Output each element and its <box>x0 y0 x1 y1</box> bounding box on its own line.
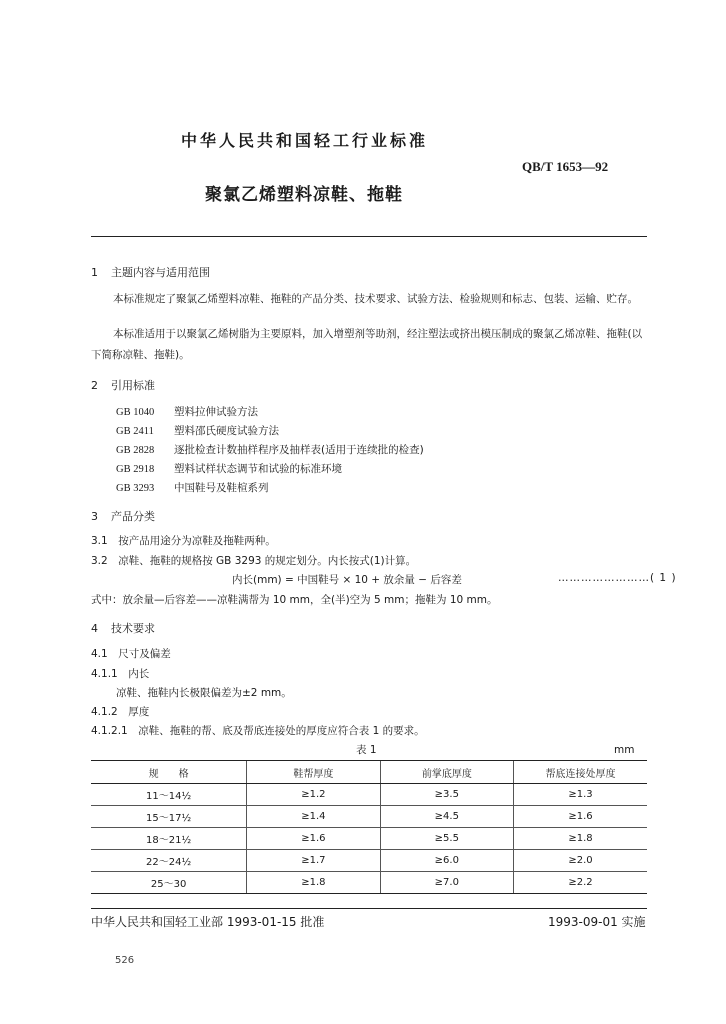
table-row <box>91 850 647 872</box>
section-number: 1 <box>91 266 98 279</box>
clause-3-2: 3.2 凉鞋、拖鞋的规格按 GB 3293 的规定划分。内长按式(1)计算。 <box>91 555 417 567</box>
clause-4-1-2-1: 4.1.2.1 凉鞋、拖鞋的帮、底及帮底连接处的厚度应符合表 1 的要求。 <box>91 725 425 737</box>
reference-item <box>116 442 424 457</box>
table-cell: ≥1.3 <box>514 784 647 806</box>
table-cell: 22～24½ <box>91 850 247 872</box>
table-cell: ≥1.6 <box>247 828 380 850</box>
clause-3-1: 3.1 按产品用途分为凉鞋及拖鞋两种。 <box>91 535 276 547</box>
table-cell: ≥5.5 <box>380 828 513 850</box>
clause-4-1-1: 4.1.1 内长 <box>91 668 150 680</box>
section-number: 2 <box>91 379 98 392</box>
table-cell: ≥1.4 <box>247 806 380 828</box>
table-cell: ≥1.8 <box>514 828 647 850</box>
reference-title: 塑料拉伸试验方法 <box>174 406 258 418</box>
table-cell: ≥6.0 <box>380 850 513 872</box>
section-number: 4 <box>91 622 98 635</box>
formula-explanation: 式中：放余量—后容差——凉鞋满帮为 10 mm，全(半)空为 5 mm；拖鞋为 10 mm。 <box>91 594 498 606</box>
reference-item <box>116 423 279 438</box>
reference-code: GB 2828 <box>116 445 155 456</box>
header-divider <box>91 236 647 237</box>
document-title: 聚氯乙烯塑料凉鞋、拖鞋 <box>205 185 403 205</box>
column-header: 帮底连接处厚度 <box>514 761 647 784</box>
org-title: 中华人民共和国轻工行业标准 <box>181 131 429 150</box>
table-header-row <box>91 761 647 784</box>
standard-code: QB/T 1653—92 <box>522 159 609 174</box>
table-row <box>91 806 647 828</box>
section-4-heading <box>91 620 155 636</box>
reference-code: GB 1040 <box>116 407 155 418</box>
section-title: 产品分类 <box>111 510 155 523</box>
table-cell: 18～21½ <box>91 828 247 850</box>
table-cell: 11～14½ <box>91 784 247 806</box>
reference-title: 塑料邵氏硬度试验方法 <box>174 425 279 437</box>
table-row <box>91 828 647 850</box>
page-number: 526 <box>115 955 135 966</box>
section-1-para-1: 本标准规定了聚氯乙烯塑料凉鞋、拖鞋的产品分类、技术要求、试验方法、检验规则和标志、包装、运输、贮存。 <box>113 293 638 305</box>
table-cell: ≥1.2 <box>247 784 380 806</box>
table-cell: ≥3.5 <box>380 784 513 806</box>
table-unit: mm <box>614 744 635 756</box>
approval-line: 中华人民共和国轻工业部 1993-01-15 批准 <box>91 915 325 929</box>
table-cell: ≥7.0 <box>380 872 513 894</box>
table-cell: ≥1.8 <box>247 872 380 894</box>
section-title: 主题内容与适用范围 <box>111 266 210 279</box>
equation-number: ……………………( 1 ) <box>558 572 677 584</box>
section-3-heading <box>91 508 155 524</box>
reference-item <box>116 480 269 495</box>
column-header: 规 格 <box>91 761 247 784</box>
thickness-table <box>91 760 647 894</box>
reference-title: 逐批检查计数抽样程序及抽样表(适用于连续批的检查) <box>174 444 424 456</box>
table-cell: ≥1.6 <box>514 806 647 828</box>
table-cell: ≥2.0 <box>514 850 647 872</box>
reference-code: GB 2918 <box>116 464 155 475</box>
reference-title: 中国鞋号及鞋楦系列 <box>174 482 269 494</box>
formula: 内长(mm) = 中国鞋号 × 10 + 放余量 − 后容差 <box>232 574 462 586</box>
clause-4-1-1-text: 凉鞋、拖鞋内长极限偏差为±2 mm。 <box>116 687 292 699</box>
reference-item <box>116 461 342 476</box>
table-caption: 表 1 <box>356 744 377 756</box>
section-title: 技术要求 <box>111 622 155 635</box>
column-header: 鞋帮厚度 <box>247 761 380 784</box>
table-row <box>91 784 647 806</box>
section-2-heading <box>91 377 155 393</box>
table-row <box>91 872 647 894</box>
table-cell: 25～30 <box>91 872 247 894</box>
table-cell: ≥4.5 <box>380 806 513 828</box>
reference-title: 塑料试样状态调节和试验的标准环境 <box>174 463 342 475</box>
reference-code: GB 2411 <box>116 426 154 437</box>
section-number: 3 <box>91 510 98 523</box>
section-1-para-2: 本标准适用于以聚氯乙烯树脂为主要原料，加入增塑剂等助剂，经注塑法或挤出模压制成的聚氯乙烯凉鞋、拖鞋(以下简称凉鞋、拖鞋)。 <box>91 328 643 361</box>
clause-4-1-2: 4.1.2 厚度 <box>91 706 150 718</box>
table-cell: 15～17½ <box>91 806 247 828</box>
section-1-heading <box>91 264 210 280</box>
column-header: 前掌底厚度 <box>380 761 513 784</box>
section-title: 引用标准 <box>111 379 155 392</box>
table-cell: ≥1.7 <box>247 850 380 872</box>
reference-code: GB 3293 <box>116 483 155 494</box>
implementation-date: 1993-09-01 实施 <box>548 915 646 929</box>
footer-divider <box>91 908 647 909</box>
clause-4-1: 4.1 尺寸及偏差 <box>91 648 171 660</box>
table-cell: ≥2.2 <box>514 872 647 894</box>
reference-item <box>116 404 258 419</box>
